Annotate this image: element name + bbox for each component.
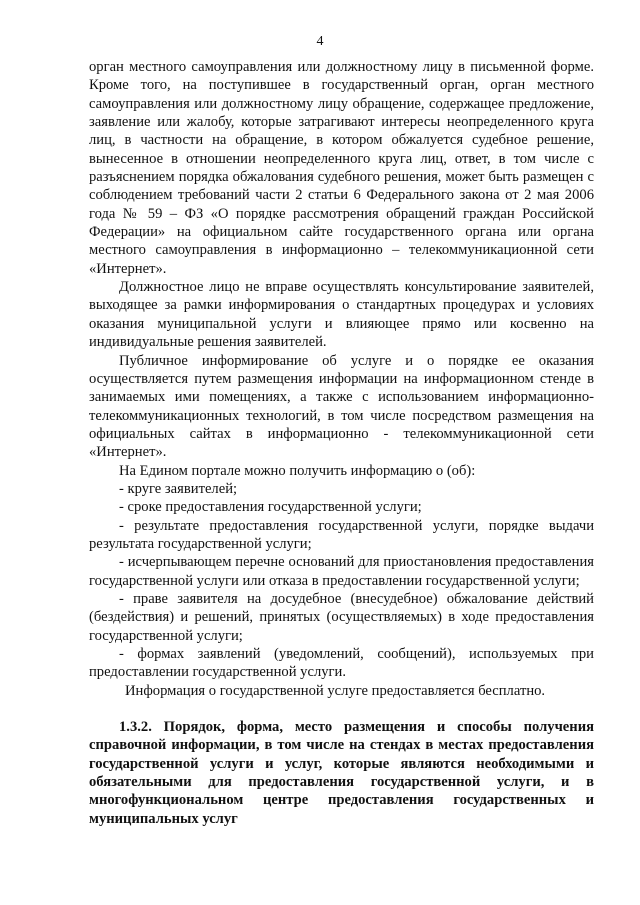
list-item-6: - формах заявлений (уведомлений, сообщений), используемых при предоставлении государственной услуги. <box>89 646 594 681</box>
list-item-4: - исчерпывающем перечне оснований для приостановления предоставления государственной услуги или отказа в предоставлении государственной услуги; <box>89 554 594 589</box>
page-number: 4 <box>316 34 324 49</box>
paragraph-3: Публичное информирование об услуге и о порядке ее оказания осуществляется путем размещения информации на информационном стенде в занимаемых ими помещениях, а также с использованием информационно-телекоммуникационных технологий, в том числе посредством размещения на официальных сайтах в информационно - телекоммуникационной сети «Интернет». <box>89 352 594 461</box>
list-item-3: - результате предоставления государственной услуги, порядке выдачи результата государственной услуги; <box>89 517 594 552</box>
section-heading: 1.3.2. Порядок, форма, место размещения и способы получения справочной информации, в том числе на стендах в местах предоставления государственной услуги и услуг, которые являются необходимыми и обязательными для предоставления государственной услуги, и в многофункциональном центре предоставления государственных и муниципальных услуг <box>89 719 594 827</box>
list-item-5: - праве заявителя на досудебное (внесудебное) обжалование действий (бездействия) и решений, принятых (осуществляемых) в ходе предоставления государственной услуги; <box>89 590 594 644</box>
document-body <box>89 58 594 828</box>
paragraph-2: Должностное лицо не вправе осуществлять консультирование заявителей, выходящее за рамки информирования о стандартных процедурах и условиях оказания муниципальной услуги и влияющее прямо или косвенно на индивидуальные решения заявителей. <box>89 279 594 351</box>
paragraph-free-of-charge: Информация о государственной услуге предоставляется бесплатно. <box>125 682 546 699</box>
paragraph-1: орган местного самоуправления или должностному лицу в письменной форме. Кроме того, на поступившее в государственный орган, орган местного самоуправления или должностному лицу обращение, содержащее предложение, заявление или жалобу, которые затрагивают интересы неопределенного круга лиц, в частности на обращение, в котором обжалуется судебное решение, вынесенное в отношении неопределенного круга лиц, ответ, в том числе с разъяснением порядка обжалования судебного решения, может быть размещен с соблюдением требований части 2 статьи 6 Федерального закона от 2 мая 2006 года № 59 – ФЗ «О порядке рассмотрения обращений граждан Российской Федерации» на официальном сайте государственного органа или органа местного самоуправления в информационно – телекоммуникационной сети «Интернет». <box>89 59 594 277</box>
paragraph-4: На Едином портале можно получить информацию о (об): <box>119 462 476 479</box>
list-item-1: - круге заявителей; <box>119 480 238 497</box>
list-item-2: - сроке предоставления государственной услуги; <box>119 499 422 516</box>
